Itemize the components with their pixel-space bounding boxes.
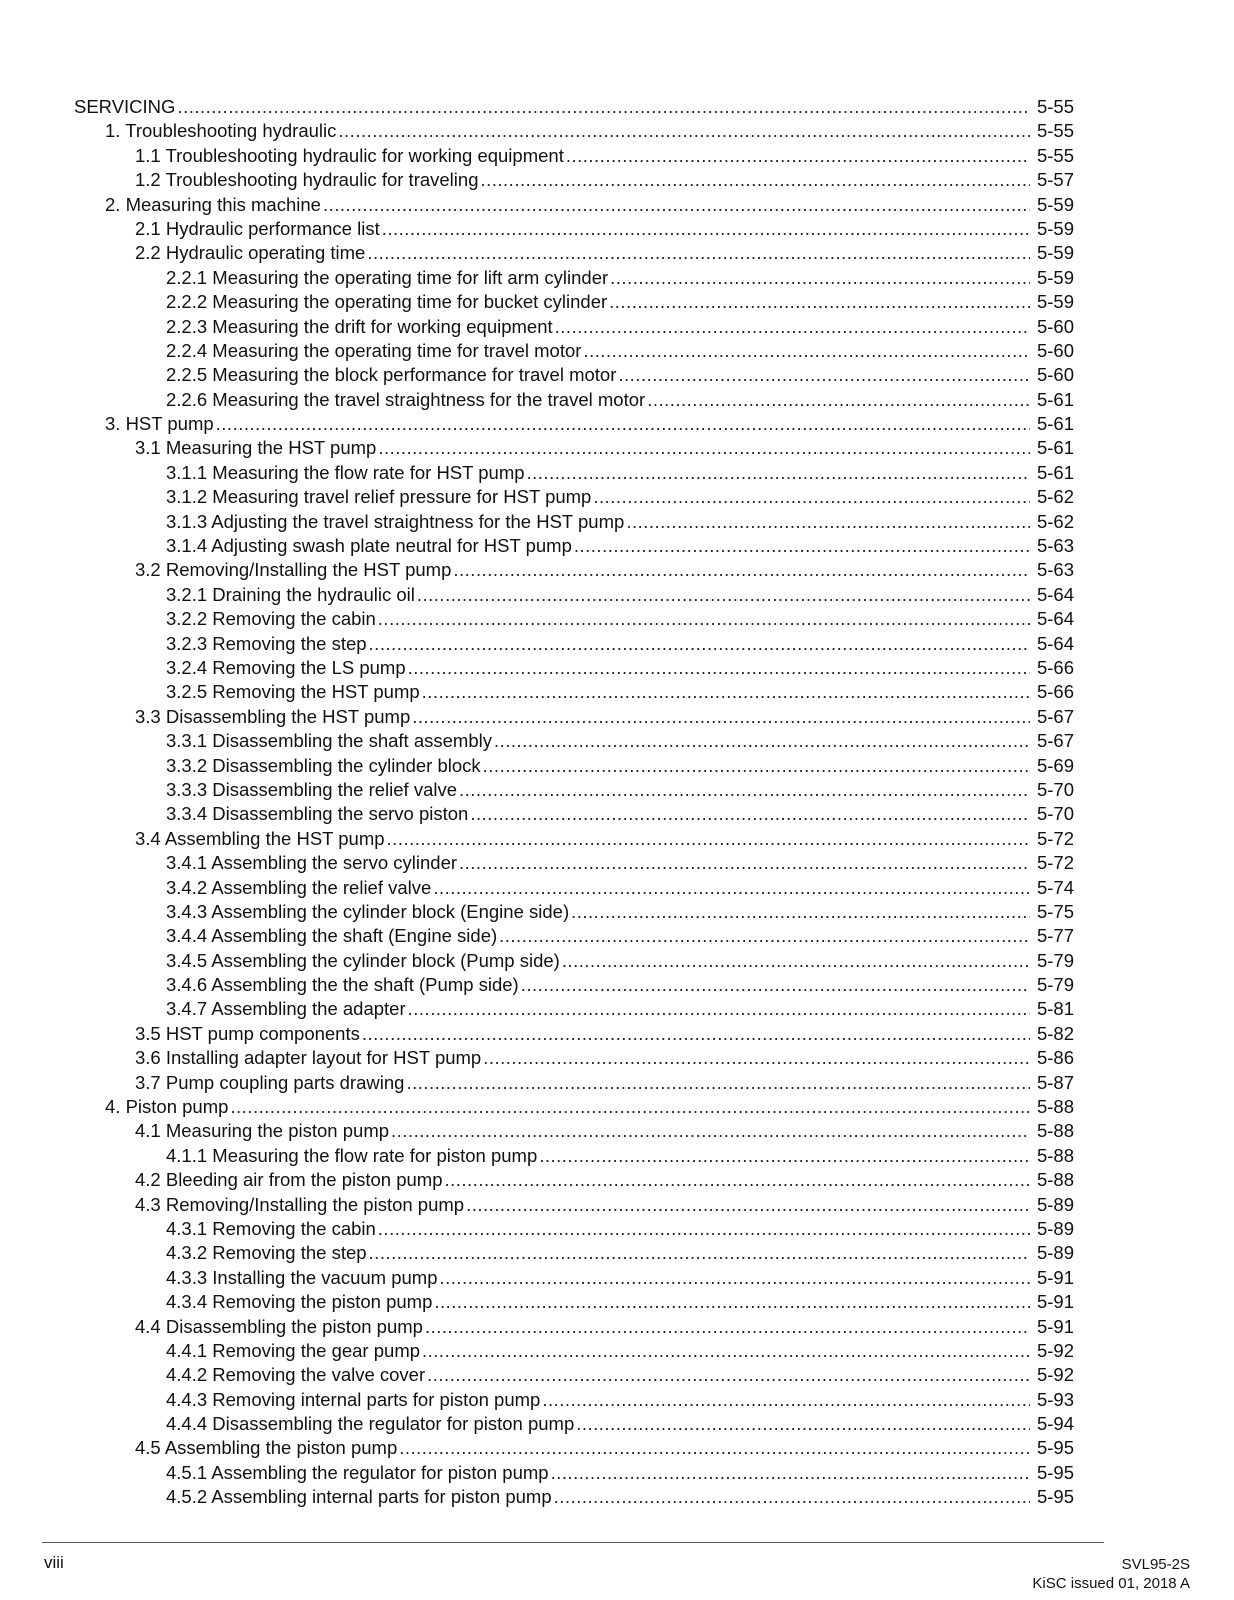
toc-entry-title[interactable]: 3.1.3 Adjusting the travel straightness for the HST pump [166,510,625,532]
footer-issue: KiSC issued 01, 2018 A [1032,1575,1190,1592]
toc-entry-title[interactable]: 4.2 Bleeding air from the piston pump [135,1169,443,1191]
toc-entry-title[interactable]: 1.1 Troubleshooting hydraulic for working equipment [135,144,564,166]
toc-entry[interactable] [0,1412,1234,1436]
toc-entry-line [105,412,1074,436]
toc-entry[interactable] [0,680,1234,704]
toc-dot-leader [391,1119,1030,1143]
toc-entry-page[interactable]: 5-55 [1036,96,1074,117]
toc-entry[interactable] [0,1071,1234,1095]
toc-entry-title[interactable]: 3.3 Disassembling the HST pump [135,705,411,727]
toc-entry[interactable] [0,705,1234,729]
toc-entry-page[interactable]: 5-95 [1036,1486,1074,1508]
toc-dot-leader [382,217,1030,241]
toc-entry[interactable] [0,729,1234,753]
toc-entry-title[interactable]: 4.4.3 Removing internal parts for piston pump [166,1388,541,1410]
toc-entry-page[interactable]: 5-89 [1036,1193,1074,1215]
toc-entry[interactable] [0,1144,1234,1168]
toc-entry-title[interactable]: 4.4 Disassembling the piston pump [135,1315,423,1337]
toc-entry-page[interactable]: 5-64 [1036,583,1074,605]
toc-entry-line [135,705,1074,729]
toc-entry-line [166,363,1074,387]
toc-entry[interactable] [0,436,1234,460]
toc-entry-page[interactable]: 5-79 [1036,974,1074,996]
toc-entry-page[interactable]: 5-61 [1036,461,1074,483]
toc-entry-title[interactable]: 4.5.1 Assembling the regulator for piston pump [166,1461,549,1483]
toc-entry[interactable] [0,1290,1234,1314]
toc-entry-page[interactable]: 5-67 [1036,705,1074,727]
toc-entry-title[interactable]: 3.1.1 Measuring the flow rate for HST pump [166,461,525,483]
toc-entry-title[interactable]: 3.4.4 Assembling the shaft (Engine side) [166,925,498,947]
toc-dot-leader [618,363,1030,387]
toc-entry-title[interactable]: 2.2.1 Measuring the operating time for lift arm cylinder [166,266,609,288]
toc-dot-leader [527,461,1030,485]
toc-entry-line [166,1485,1074,1509]
toc-entry-page[interactable]: 5-92 [1036,1339,1074,1361]
toc-entry-title[interactable]: 2.2.2 Measuring the operating time for bucket cylinder [166,291,608,313]
toc-entry-line [166,1412,1074,1436]
toc-entry-title[interactable]: 4.3 Removing/Installing the piston pump [135,1193,465,1215]
toc-entry-title[interactable]: 2.2.5 Measuring the block performance for travel motor [166,364,617,386]
toc-dot-leader [422,1339,1030,1363]
toc-entry[interactable] [0,607,1234,631]
toc-entry-page[interactable]: 5-95 [1036,1461,1074,1483]
toc-entry[interactable] [0,851,1234,875]
toc-entry[interactable] [0,95,1234,119]
toc-entry-page[interactable]: 5-63 [1036,559,1074,581]
toc-entry-title[interactable]: 1. Troubleshooting hydraulic [105,120,337,142]
toc-entry[interactable] [0,900,1234,924]
toc-dot-leader [574,534,1030,558]
toc-entry-page[interactable]: 5-88 [1036,1144,1074,1166]
toc-entry-page[interactable]: 5-75 [1036,900,1074,922]
toc-entry[interactable] [0,1485,1234,1509]
toc-entry-page[interactable]: 5-64 [1036,632,1074,654]
toc-entry-page[interactable]: 5-59 [1036,242,1074,264]
toc-entry-line [166,973,1074,997]
toc-entry-line [74,95,1074,119]
toc-entry-page[interactable]: 5-69 [1036,754,1074,776]
toc-entry-line [135,144,1074,168]
toc-entry[interactable] [0,339,1234,363]
toc-entry-line [166,266,1074,290]
toc-dot-leader [387,827,1030,851]
toc-entry-line [135,1436,1074,1460]
toc-entry-title[interactable]: 3.2.5 Removing the HST pump [166,681,420,703]
toc-entry[interactable] [0,241,1234,265]
footer-info [1032,1555,1190,1593]
toc-dot-leader [444,1168,1030,1192]
toc-entry-title[interactable]: 2.2.3 Measuring the drift for working equipment [166,315,553,337]
toc-entry-title[interactable]: 4.4.4 Disassembling the regulator for piston pump [166,1413,575,1435]
toc-entry-title[interactable]: 3.1.2 Measuring travel relief pressure for HST pump [166,486,592,508]
toc-dot-leader [551,1461,1030,1485]
toc-entry-line [135,1168,1074,1192]
toc-entry-page[interactable]: 5-70 [1036,778,1074,800]
toc-dot-leader [367,241,1030,265]
toc-entry-line [135,1046,1074,1070]
footer-page-number: viii [44,1553,64,1572]
toc-entry[interactable] [0,485,1234,509]
toc-entry[interactable] [0,632,1234,656]
toc-entry-page[interactable]: 5-60 [1036,339,1074,361]
toc-dot-leader [459,851,1030,875]
toc-entry-title[interactable]: 3.3.2 Disassembling the cylinder block [166,754,481,776]
toc-entry-line [105,193,1074,217]
toc-entry-line [166,1217,1074,1241]
toc-entry-line [166,583,1074,607]
toc-entry-title[interactable]: 3.4.1 Assembling the servo cylinder [166,852,458,874]
toc-dot-leader [369,1241,1030,1265]
toc-entry[interactable] [0,534,1234,558]
toc-entry-line [135,436,1074,460]
toc-entry-title[interactable]: 3.6 Installing adapter layout for HST pump [135,1047,482,1069]
toc-entry-title[interactable]: 3.1 Measuring the HST pump [135,437,377,459]
toc-entry-title[interactable]: 3.5 HST pump components [135,1022,360,1044]
toc-entry-line [166,485,1074,509]
toc-entry-line [166,534,1074,558]
toc-entry-title[interactable]: 3.4.7 Assembling the adapter [166,998,406,1020]
toc-dot-leader [323,193,1030,217]
toc-dot-leader [362,1022,1030,1046]
toc-dot-leader [583,339,1030,363]
toc-dot-leader [494,729,1030,753]
toc-entry-page[interactable]: 5-72 [1036,852,1074,874]
toc-entry[interactable] [0,363,1234,387]
footer-divider [42,1542,1104,1543]
toc-dot-leader [593,485,1030,509]
toc-entry-line [135,1022,1074,1046]
toc-entry-line [166,1290,1074,1314]
toc-entry[interactable] [0,1095,1234,1119]
toc-dot-leader [453,558,1030,582]
toc-entry-page[interactable]: 5-63 [1036,535,1074,557]
toc-entry-line [105,119,1074,143]
toc-entry[interactable] [0,1119,1234,1143]
toc-entry[interactable] [0,388,1234,412]
toc-dot-leader [483,1046,1030,1070]
toc-entry[interactable] [0,754,1234,778]
toc-dot-leader [417,583,1030,607]
toc-entry-title[interactable]: 4. Piston pump [105,1096,229,1118]
toc-entry-page[interactable]: 5-66 [1036,681,1074,703]
toc-entry-title[interactable]: 3.2 Removing/Installing the HST pump [135,559,452,581]
toc-dot-leader [466,1193,1030,1217]
toc-dot-leader [626,510,1030,534]
toc-entry-page[interactable]: 5-74 [1036,876,1074,898]
toc-entry-title[interactable]: 3.4 Assembling the HST pump [135,827,385,849]
toc-entry[interactable] [0,1315,1234,1339]
toc-dot-leader [378,607,1030,631]
toc-dot-leader [408,997,1030,1021]
toc-entry-title[interactable]: 4.3.4 Removing the piston pump [166,1291,433,1313]
toc-dot-leader [433,876,1030,900]
toc-entry-page[interactable]: 5-88 [1036,1120,1074,1142]
toc-entry-line [166,632,1074,656]
toc-entry-title[interactable]: 2.1 Hydraulic performance list [135,217,380,239]
toc-entry[interactable] [0,1436,1234,1460]
toc-entry[interactable] [0,1193,1234,1217]
toc-entry-line [166,315,1074,339]
toc-entry-title[interactable]: 2.2.4 Measuring the operating time for travel motor [166,339,582,361]
toc-entry-page[interactable]: 5-92 [1036,1364,1074,1386]
toc-entry-page[interactable]: 5-64 [1036,608,1074,630]
toc-dot-leader [470,802,1030,826]
toc-entry-page[interactable]: 5-88 [1036,1169,1074,1191]
toc-dot-leader [408,656,1030,680]
toc-entry-page[interactable]: 5-57 [1036,169,1074,191]
toc-dot-leader [609,290,1030,314]
toc-dot-leader [427,1363,1030,1387]
toc-entry-page[interactable]: 5-66 [1036,656,1074,678]
toc-entry-line [135,217,1074,241]
toc-entry-page[interactable]: 5-95 [1036,1437,1074,1459]
toc-entry-line [166,1363,1074,1387]
toc-entry-title[interactable]: 3.2.2 Removing the cabin [166,608,376,630]
footer-model: SVL95-2S [1121,1556,1190,1573]
toc-entry-title[interactable]: 3.3.4 Disassembling the servo piston [166,803,469,825]
toc-entry[interactable] [0,144,1234,168]
toc-entry-line [166,461,1074,485]
toc-entry-line [135,1315,1074,1339]
toc-dot-leader [378,436,1030,460]
toc-entry-page[interactable]: 5-91 [1036,1266,1074,1288]
toc-entry[interactable] [0,266,1234,290]
toc-entry-page[interactable]: 5-59 [1036,291,1074,313]
toc-entry-line [166,1339,1074,1363]
toc-entry-title[interactable]: 4.5.2 Assembling internal parts for piston pump [166,1486,552,1508]
toc-entry-title[interactable]: 4.1.1 Measuring the flow rate for piston pump [166,1144,538,1166]
toc-entry-title[interactable]: 3.3.3 Disassembling the relief valve [166,778,458,800]
toc-entry[interactable] [0,1339,1234,1363]
table-of-contents [0,95,1234,1510]
toc-entry[interactable] [0,1022,1234,1046]
toc-entry-page[interactable]: 5-91 [1036,1315,1074,1337]
toc-entry-page[interactable]: 5-55 [1036,120,1074,142]
toc-entry-line [135,1193,1074,1217]
toc-entry-page[interactable]: 5-79 [1036,949,1074,971]
toc-entry-page[interactable]: 5-86 [1036,1047,1074,1069]
toc-entry-line [166,1266,1074,1290]
toc-dot-leader [399,1436,1030,1460]
toc-entry-page[interactable]: 5-89 [1036,1242,1074,1264]
toc-entry[interactable] [0,217,1234,241]
toc-entry-page[interactable]: 5-82 [1036,1022,1074,1044]
toc-entry-line [166,778,1074,802]
toc-dot-leader [610,266,1030,290]
toc-entry-title[interactable]: 3. HST pump [105,413,214,435]
toc-entry-line [166,924,1074,948]
toc-entry-title[interactable]: SERVICING [74,96,176,117]
toc-entry[interactable] [0,876,1234,900]
toc-dot-leader [555,315,1030,339]
toc-entry[interactable] [0,290,1234,314]
toc-entry-page[interactable]: 5-94 [1036,1413,1074,1435]
toc-entry-page[interactable]: 5-67 [1036,730,1074,752]
toc-dot-leader [521,973,1030,997]
toc-entry[interactable] [0,1388,1234,1412]
toc-dot-leader [459,778,1030,802]
toc-entry-line [166,851,1074,875]
toc-entry[interactable] [0,1363,1234,1387]
toc-entry[interactable] [0,461,1234,485]
toc-entry-page[interactable]: 5-93 [1036,1388,1074,1410]
toc-entry-title[interactable]: 1.2 Troubleshooting hydraulic for traveling [135,169,479,191]
toc-entry-line [135,241,1074,265]
toc-entry[interactable] [0,949,1234,973]
toc-entry-line [166,754,1074,778]
toc-entry-line [166,949,1074,973]
toc-dot-leader [412,705,1030,729]
toc-entry[interactable] [0,1168,1234,1192]
toc-entry-page[interactable]: 5-60 [1036,315,1074,337]
toc-entry[interactable] [0,827,1234,851]
toc-entry-page[interactable]: 5-61 [1036,413,1074,435]
toc-entry-line [166,680,1074,704]
toc-entry-title[interactable]: 2.2 Hydraulic operating time [135,242,366,264]
toc-entry[interactable] [0,997,1234,1021]
toc-entry[interactable] [0,193,1234,217]
toc-entry-line [166,388,1074,412]
toc-entry-page[interactable]: 5-72 [1036,827,1074,849]
toc-dot-leader [480,168,1030,192]
toc-entry-line [135,558,1074,582]
toc-entry-page[interactable]: 5-77 [1036,925,1074,947]
toc-dot-leader [571,900,1030,924]
toc-dot-leader [554,1485,1030,1509]
toc-entry[interactable] [0,168,1234,192]
toc-dot-leader [566,144,1030,168]
toc-entry-line [135,1071,1074,1095]
toc-entry-line [166,997,1074,1021]
toc-entry[interactable] [0,656,1234,680]
toc-entry[interactable] [0,1241,1234,1265]
toc-entry-title[interactable]: 3.2.3 Removing the step [166,632,367,654]
toc-dot-leader [434,1290,1030,1314]
toc-entry-page[interactable]: 5-59 [1036,266,1074,288]
toc-entry-title[interactable]: 3.4.3 Assembling the cylinder block (Engine side) [166,900,570,922]
toc-entry-title[interactable]: 3.4.6 Assembling the the shaft (Pump side) [166,974,519,996]
toc-entry[interactable] [0,119,1234,143]
toc-entry[interactable] [0,412,1234,436]
toc-entry-line [166,900,1074,924]
toc-dot-leader [576,1412,1030,1436]
toc-entry-line [166,876,1074,900]
toc-dot-leader [425,1315,1030,1339]
toc-entry-line [166,1461,1074,1485]
toc-entry-title[interactable]: 2.2.6 Measuring the travel straightness for the travel motor [166,388,646,410]
toc-dot-leader [539,1144,1030,1168]
toc-dot-leader [378,1217,1030,1241]
toc-entry-title[interactable]: 4.3.1 Removing the cabin [166,1217,376,1239]
toc-dot-leader [338,119,1030,143]
toc-entry-line [166,802,1074,826]
toc-entry-title[interactable]: 3.1.4 Adjusting swash plate neutral for HST pump [166,535,572,557]
toc-entry-title[interactable]: 4.3.3 Installing the vacuum pump [166,1266,438,1288]
toc-entry-line [166,607,1074,631]
toc-entry-title[interactable]: 4.4.1 Removing the gear pump [166,1339,421,1361]
toc-entry-page[interactable]: 5-60 [1036,364,1074,386]
toc-entry-line [105,1095,1074,1119]
toc-dot-leader [406,1071,1030,1095]
toc-entry-line [166,656,1074,680]
toc-entry-title[interactable]: 4.3.2 Removing the step [166,1242,367,1264]
toc-entry[interactable] [0,778,1234,802]
toc-entry[interactable] [0,510,1234,534]
toc-entry-line [135,827,1074,851]
toc-entry-title[interactable]: 3.7 Pump coupling parts drawing [135,1071,405,1093]
toc-entry-page[interactable]: 5-88 [1036,1096,1074,1118]
toc-entry-page[interactable]: 5-62 [1036,510,1074,532]
toc-dot-leader [440,1266,1031,1290]
toc-entry[interactable] [0,558,1234,582]
toc-entry[interactable] [0,315,1234,339]
toc-dot-leader [230,1095,1030,1119]
toc-entry[interactable] [0,802,1234,826]
toc-entry-title[interactable]: 3.3.1 Disassembling the shaft assembly [166,730,492,752]
toc-entry-title[interactable]: 3.2.1 Draining the hydraulic oil [166,583,415,605]
toc-entry-page[interactable]: 5-91 [1036,1291,1074,1313]
toc-dot-leader [483,754,1030,778]
toc-entry-line [135,1119,1074,1143]
toc-entry[interactable] [0,1461,1234,1485]
toc-dot-leader [369,632,1030,656]
toc-entry-line [166,290,1074,314]
toc-entry-line [135,168,1074,192]
toc-entry-page[interactable]: 5-61 [1036,437,1074,459]
toc-entry-title[interactable]: 4.1 Measuring the piston pump [135,1120,390,1142]
toc-entry[interactable] [0,583,1234,607]
toc-dot-leader [499,924,1030,948]
toc-entry[interactable] [0,924,1234,948]
toc-entry-page[interactable]: 5-59 [1036,193,1074,215]
toc-dot-leader [647,388,1030,412]
toc-entry-page[interactable]: 5-62 [1036,486,1074,508]
toc-dot-leader [422,680,1030,704]
toc-entry-page[interactable]: 5-87 [1036,1071,1074,1093]
toc-entry-page[interactable]: 5-81 [1036,998,1074,1020]
toc-entry-line [166,1144,1074,1168]
toc-entry-page[interactable]: 5-59 [1036,217,1074,239]
toc-dot-leader [562,949,1030,973]
toc-entry[interactable] [0,1046,1234,1070]
toc-entry-page[interactable]: 5-70 [1036,803,1074,825]
toc-entry-line [166,729,1074,753]
toc-entry[interactable] [0,973,1234,997]
toc-entry-title[interactable]: 3.4.2 Assembling the relief valve [166,876,432,898]
toc-entry-title[interactable]: 3.4.5 Assembling the cylinder block (Pump side) [166,949,560,971]
toc-entry-page[interactable]: 5-89 [1036,1217,1074,1239]
toc-entry[interactable] [0,1266,1234,1290]
toc-entry-title[interactable]: 2. Measuring this machine [105,193,321,215]
toc-entry-line [166,339,1074,363]
toc-dot-leader [177,95,1030,119]
toc-entry-title[interactable]: 3.2.4 Removing the LS pump [166,656,406,678]
toc-entry-line [166,510,1074,534]
toc-entry-page[interactable]: 5-61 [1036,388,1074,410]
toc-entry-line [166,1241,1074,1265]
toc-entry-line [166,1388,1074,1412]
toc-dot-leader [216,412,1030,436]
toc-entry-page[interactable]: 5-55 [1036,144,1074,166]
toc-dot-leader [542,1388,1030,1412]
toc-entry-title[interactable]: 4.5 Assembling the piston pump [135,1437,398,1459]
toc-entry[interactable] [0,1217,1234,1241]
toc-entry-title[interactable]: 4.4.2 Removing the valve cover [166,1364,426,1386]
